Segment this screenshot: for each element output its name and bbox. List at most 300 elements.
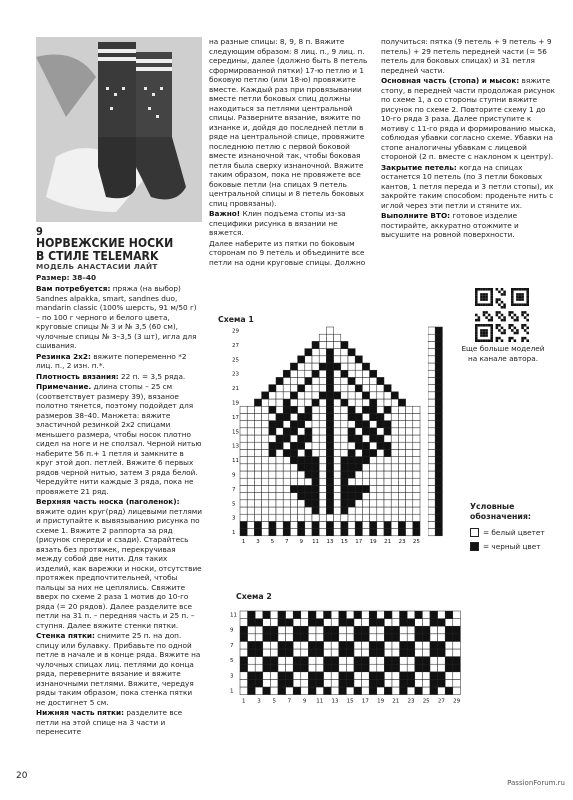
scheme-1-cell	[262, 421, 269, 428]
scheme-2-cell	[346, 626, 354, 634]
scheme-1-cell	[377, 399, 384, 406]
scheme-1-cell	[240, 406, 247, 413]
qr-module	[526, 327, 529, 330]
scheme-2-col-label: 11	[316, 698, 324, 705]
scheme-1-cell	[269, 521, 276, 528]
scheme-1-cell	[269, 464, 276, 471]
paragraph-heading: Стенка пятки:	[36, 631, 95, 640]
scheme-1-cell	[269, 392, 276, 399]
scheme-1-cell	[269, 507, 276, 514]
strip-cell	[428, 370, 435, 377]
scheme-1-cell	[305, 485, 312, 492]
scheme-1-cell	[240, 529, 247, 536]
model-author: МОДЕЛЬ АНАСТАСИИ ЛАЙТ	[36, 262, 158, 271]
scheme-1-cell	[377, 392, 384, 399]
scheme-2-cell	[346, 619, 354, 627]
scheme-1-row-label: 19	[232, 400, 239, 407]
scheme-2-cell	[248, 664, 256, 672]
qr-module	[524, 303, 527, 306]
scheme-1-cell	[305, 370, 312, 377]
scheme-2-cell	[384, 611, 392, 619]
scheme-1-cell	[406, 471, 413, 478]
scheme-2-cell	[263, 649, 271, 657]
scheme-1-cell	[384, 421, 391, 428]
scheme-1-cell	[348, 392, 355, 399]
scheme-2-cell	[362, 634, 370, 642]
scheme-2-cell	[400, 641, 408, 649]
scheme-1-cell	[312, 442, 319, 449]
qr-module	[496, 339, 499, 342]
scheme-1-cell	[398, 421, 405, 428]
scheme-2-cell	[422, 619, 430, 627]
scheme-2-cell	[369, 641, 377, 649]
scheme-2-cell	[278, 626, 286, 634]
scheme-1-cell	[247, 413, 254, 420]
column-2	[209, 37, 371, 268]
scheme-1-cell	[283, 421, 290, 428]
scheme-1-cell	[413, 449, 420, 456]
qr-module	[485, 316, 488, 319]
scheme-1-cell	[362, 385, 369, 392]
scheme-1-cell	[290, 370, 297, 377]
scheme-2-cell	[270, 649, 278, 657]
socks-photo	[36, 37, 202, 222]
qr-module	[483, 324, 486, 327]
scheme-2-cell	[422, 657, 430, 665]
scheme-1-cell	[305, 507, 312, 514]
qr-module	[496, 288, 499, 291]
scheme-1-cell	[305, 435, 312, 442]
scheme-2-cell	[293, 619, 301, 627]
scheme-2-cell	[392, 649, 400, 657]
scheme-2-cell	[384, 634, 392, 642]
scheme-2-cell	[407, 664, 415, 672]
scheme-1-cell	[362, 392, 369, 399]
scheme-2-cell	[377, 641, 385, 649]
scheme-1-cell	[290, 457, 297, 464]
scheme-2-cell	[362, 687, 370, 695]
scheme-2-cell	[248, 687, 256, 695]
scheme-1-cell	[305, 399, 312, 406]
black-swatch	[470, 542, 479, 551]
scheme-1-cell	[298, 507, 305, 514]
scheme-2-cell	[362, 657, 370, 665]
qr-module	[485, 288, 488, 291]
qr-module	[475, 303, 478, 306]
scheme-1-cell	[377, 406, 384, 413]
qr-module	[475, 293, 478, 296]
scheme-1-cell	[319, 377, 326, 384]
qr-module	[483, 334, 486, 337]
scheme-1-cell	[319, 493, 326, 500]
legend-white	[470, 528, 545, 537]
scheme-2-cell	[354, 619, 362, 627]
scheme-1-cell	[370, 442, 377, 449]
scheme-1-col-label: 21	[384, 538, 392, 545]
qr-module	[516, 332, 519, 335]
scheme-1-cell	[269, 529, 276, 536]
scheme-1-cell	[254, 514, 261, 521]
qr-module	[526, 291, 529, 294]
scheme-2-cell	[400, 657, 408, 665]
scheme-1-cell	[341, 493, 348, 500]
scheme-2-cell	[324, 687, 332, 695]
qr-module	[485, 293, 488, 296]
strip-cell	[435, 471, 442, 478]
scheme-1-cell	[326, 529, 333, 536]
strip-cell	[435, 500, 442, 507]
scheme-2-col-label: 17	[361, 698, 369, 705]
scheme-2-cell	[248, 679, 256, 687]
scheme-1-cell	[362, 406, 369, 413]
scheme-2-cell	[362, 611, 370, 619]
scheme-1-row-label: 11	[232, 458, 239, 465]
scheme-1-cell	[377, 500, 384, 507]
scheme-2-cell	[392, 657, 400, 665]
scheme-1-cell	[262, 399, 269, 406]
qr-module	[485, 311, 488, 314]
scheme-1-cell	[319, 363, 326, 370]
paragraph-heading: Выполните ВТО:	[381, 211, 451, 220]
scheme-1-cell	[305, 363, 312, 370]
scheme-2-cell	[331, 626, 339, 634]
scheme-2-cell	[400, 687, 408, 695]
qr-module	[501, 332, 504, 335]
scheme-1-cell	[384, 457, 391, 464]
scheme-1-cell	[290, 507, 297, 514]
scheme-1-cell	[298, 385, 305, 392]
scheme-1-cell	[355, 464, 362, 471]
paragraph-heading: Нижняя часть пятки:	[36, 708, 125, 717]
scheme-1-cell	[362, 413, 369, 420]
scheme-2-cell	[377, 649, 385, 657]
qr-module	[480, 296, 483, 299]
scheme-1-cell	[240, 507, 247, 514]
strip-cell	[428, 341, 435, 348]
scheme-2-cell	[240, 626, 248, 634]
scheme-2-cell	[445, 672, 453, 680]
scheme-2-cell	[384, 626, 392, 634]
scheme-2-cell	[453, 664, 461, 672]
scheme-1-row-label: 27	[232, 342, 239, 349]
scheme-1-cell	[348, 442, 355, 449]
scheme-2-cell	[308, 664, 316, 672]
scheme-1-cell	[312, 435, 319, 442]
paragraph-heading: Резинка 2х2:	[36, 351, 91, 361]
scheme-1-col-label: 7	[285, 538, 289, 545]
paragraph-text: вяжите стопу, в передней части продолжая рисунок по схеме 1, а со стороны ступни вяжите рисунок по схеме 2. Повторите схему 1 до 10-го ряда 3 раза. Далее приступите к мотиву с 11-го ряда и формированию мыска, соблюдая убавки согласно схеме. Убавки на стопе аналогичны убавкам с лицевой стороной (2 п. вместе с наклоном к центру).	[381, 76, 556, 161]
white-swatch	[470, 528, 479, 537]
scheme-2-cell	[384, 619, 392, 627]
qr-module	[485, 298, 488, 301]
scheme-2-cell	[354, 634, 362, 642]
scheme-1-cell	[334, 457, 341, 464]
scheme-1-cell	[312, 507, 319, 514]
qr-module	[490, 339, 493, 342]
scheme-2-cell	[316, 611, 324, 619]
paragraph	[36, 497, 202, 630]
scheme-1-cell	[355, 457, 362, 464]
scheme-1-cell	[283, 457, 290, 464]
scheme-1-cell	[334, 521, 341, 528]
scheme-1-cell	[341, 471, 348, 478]
scheme-1-cell	[370, 485, 377, 492]
scheme-1-cell	[355, 435, 362, 442]
scheme-2-cell	[384, 649, 392, 657]
scheme-1-cell	[326, 385, 333, 392]
scheme-1-cell	[391, 507, 398, 514]
legend-title: Условные обозначения:	[470, 502, 531, 521]
scheme-2-cell	[377, 626, 385, 634]
scheme-2-cell	[331, 619, 339, 627]
scheme-2-cell	[453, 672, 461, 680]
scheme-1-cell	[290, 449, 297, 456]
scheme-1-cell	[326, 428, 333, 435]
scheme-1-cell	[348, 377, 355, 384]
scheme-1-cell	[326, 341, 333, 348]
scheme-2-cell	[438, 611, 446, 619]
scheme-2-cell	[308, 649, 316, 657]
scheme-1-cell	[377, 493, 384, 500]
scheme-2-cell	[438, 687, 446, 695]
scheme-1-cell	[406, 521, 413, 528]
scheme-1-cell	[240, 421, 247, 428]
scheme-1-cell	[334, 377, 341, 384]
scheme-1-cell	[276, 529, 283, 536]
scheme-1-cell	[276, 464, 283, 471]
scheme-1-cell	[334, 493, 341, 500]
qr-module	[478, 316, 481, 319]
scheme-1-cell	[305, 493, 312, 500]
scheme-2-cell	[316, 679, 324, 687]
scheme-1-cell	[398, 500, 405, 507]
scheme-2-cell	[445, 611, 453, 619]
scheme-1-cell	[326, 514, 333, 521]
scheme-1-cell	[269, 399, 276, 406]
paragraph-text: вяжите попеременно *2 лиц. п., 2 изн. п.*.	[36, 351, 187, 370]
strip-cell	[435, 377, 442, 384]
scheme-1-cell	[391, 406, 398, 413]
scheme-1-col-label: 13	[326, 538, 334, 545]
scheme-1-cell	[290, 413, 297, 420]
scheme-2-cell	[377, 619, 385, 627]
qr-module	[521, 314, 524, 317]
column-1	[36, 284, 202, 738]
scheme-2-cell	[278, 664, 286, 672]
scheme-2-cell	[430, 657, 438, 665]
scheme-2-cell	[400, 619, 408, 627]
scheme-1-cell	[384, 413, 391, 420]
scheme-1-row-label: 17	[232, 414, 239, 421]
scheme-2-cell	[339, 672, 347, 680]
scheme-2-cell	[316, 619, 324, 627]
scheme-2-cell	[248, 634, 256, 642]
scheme-1-cell	[413, 406, 420, 413]
scheme-1-cell	[326, 435, 333, 442]
article-number: 9	[36, 225, 43, 238]
scheme-2-cell	[384, 687, 392, 695]
scheme-2-cell	[453, 611, 461, 619]
scheme-1-cell	[341, 363, 348, 370]
strip-cell	[435, 521, 442, 528]
paragraph	[36, 284, 202, 351]
scheme-1-row-label: 9	[232, 472, 236, 479]
strip-cell	[428, 500, 435, 507]
scheme-2-cell	[316, 657, 324, 665]
scheme-2-cell	[248, 611, 256, 619]
scheme-2-cell	[308, 641, 316, 649]
scheme-1-cell	[406, 428, 413, 435]
scheme-1-cell	[305, 413, 312, 420]
scheme-1-cell	[384, 514, 391, 521]
scheme-1-cell	[391, 514, 398, 521]
paragraph-text: получиться: пятка (9 петель + 9 петель + 9 петель) + 29 петель передней части (= 56 петель для боковых спицах) и 31 петля передней части.	[381, 37, 552, 75]
scheme-1-cell	[262, 413, 269, 420]
scheme-1-cell	[362, 529, 369, 536]
qr-module	[508, 324, 511, 327]
scheme-1-cell	[326, 399, 333, 406]
scheme-1-cell	[326, 377, 333, 384]
scheme-1-cell	[319, 435, 326, 442]
qr-module	[503, 329, 506, 332]
qr-module	[490, 293, 493, 296]
paragraph-heading: Верхняя часть носка (паголенок):	[36, 497, 180, 506]
scheme-1-cell	[305, 377, 312, 384]
scheme-2-cell	[346, 664, 354, 672]
scheme-1-cell	[348, 457, 355, 464]
qr-module	[490, 332, 493, 335]
scheme-1-row-label: 15	[232, 429, 239, 436]
scheme-1-cell	[391, 485, 398, 492]
scheme-2-cell	[445, 687, 453, 695]
qr-module	[514, 319, 517, 322]
scheme-1-cell	[334, 514, 341, 521]
qr-module	[514, 327, 517, 330]
scheme-2-cell	[286, 657, 294, 665]
qr-module	[490, 329, 493, 332]
scheme-2-cell	[453, 619, 461, 627]
scheme-2-cell	[293, 679, 301, 687]
scheme-1-cell	[362, 521, 369, 528]
scheme-1-cell	[406, 435, 413, 442]
scheme-2-cell	[286, 649, 294, 657]
scheme-1-cell	[341, 435, 348, 442]
scheme-1-cell	[334, 435, 341, 442]
scheme-1-cell	[334, 500, 341, 507]
scheme-2-cell	[278, 619, 286, 627]
scheme-1-cell	[413, 500, 420, 507]
qr-module	[519, 298, 522, 301]
scheme-1-cell	[319, 478, 326, 485]
scheme-2-cell	[438, 641, 446, 649]
scheme-1-cell	[334, 341, 341, 348]
scheme-2-cell	[270, 634, 278, 642]
scheme-1-cell	[391, 399, 398, 406]
scheme-1-cell	[262, 493, 269, 500]
qr-module	[521, 293, 524, 296]
qr-module	[478, 339, 481, 342]
paragraph	[209, 209, 371, 238]
scheme-2-cell	[377, 634, 385, 642]
paragraph-heading: Важно!	[209, 209, 241, 218]
scheme-2-cell	[308, 619, 316, 627]
scheme-2-cell	[339, 619, 347, 627]
scheme-1-cell	[312, 399, 319, 406]
qr-caption: Еще больше моделей на канале автора.	[461, 344, 545, 363]
paragraph	[36, 382, 202, 496]
scheme-1-cell	[312, 464, 319, 471]
scheme-1-cell	[298, 493, 305, 500]
scheme-1-cell	[413, 493, 420, 500]
scheme-2-cell	[422, 679, 430, 687]
scheme-1-cell	[262, 406, 269, 413]
scheme-2-cell	[369, 657, 377, 665]
scheme-2-cell	[415, 626, 423, 634]
scheme-1-cell	[398, 406, 405, 413]
scheme-2-cell	[270, 619, 278, 627]
scheme-2-cell	[240, 634, 248, 642]
scheme-1-cell	[334, 485, 341, 492]
qr-module	[498, 324, 501, 327]
scheme-1-cell	[355, 370, 362, 377]
paragraph	[381, 163, 557, 211]
scheme-1-cell	[283, 449, 290, 456]
scheme-2-cell	[286, 672, 294, 680]
scheme-1-cell	[240, 478, 247, 485]
scheme-2-cell	[384, 679, 392, 687]
qr-module	[511, 291, 514, 294]
scheme-1-cell	[384, 507, 391, 514]
scheme-1-cell	[254, 457, 261, 464]
scheme-1-cell	[254, 471, 261, 478]
qr-code[interactable]	[475, 288, 529, 342]
paragraph-text: Далее наберите из пятки по боковым сторонам по 9 петель и объедините все петли на одни круговые спицы. Должно	[209, 238, 366, 267]
scheme-1-cell	[341, 428, 348, 435]
scheme-1-cell	[290, 478, 297, 485]
paragraph-text: 22 п. = 3,5 ряда.	[121, 371, 186, 381]
scheme-1-cell	[362, 399, 369, 406]
scheme-1-cell	[240, 485, 247, 492]
scheme-1-cell	[370, 435, 377, 442]
scheme-2-grid	[230, 603, 482, 723]
scheme-1-cell	[341, 514, 348, 521]
scheme-1-cell	[334, 392, 341, 399]
strip-cell	[428, 478, 435, 485]
scheme-1-cell	[269, 500, 276, 507]
paragraph-text: вяжите один круг(ряд) лицевыми петлями и приступайте к вывязыванию рисунка по схеме 1. Вяжите 2 раппорта за ряд (рисунок спереди и сзади). Старайтесь вязать без протяжек, перекручивая между собой две нити. Для таких изделий, как варежки и носки, отсутствие протяжек предпочтительней, чтобы пальцы за них не цеплялись. Свяжите вверх по схеме 2 раза 1 мотив до 10-го ряда (= 20 рядов). Далее разделите все петли на 31 п. – передняя часть и 25 п. – ступня. Далее вяжите стенки пятки.	[36, 506, 202, 630]
title-line-1: НОРВЕЖСКИЕ НОСКИ	[36, 235, 174, 250]
strip-cell	[435, 464, 442, 471]
scheme-2-cell	[301, 687, 309, 695]
scheme-1-cell	[348, 471, 355, 478]
scheme-1-cell	[290, 471, 297, 478]
qr-module	[501, 306, 504, 309]
scheme-1-cell	[362, 500, 369, 507]
scheme-1-cell	[370, 464, 377, 471]
qr-module	[524, 329, 527, 332]
qr-module	[519, 303, 522, 306]
scheme-1-cell	[312, 406, 319, 413]
scheme-1-cell	[406, 464, 413, 471]
scheme-2-cell	[270, 687, 278, 695]
scheme-1-cell	[269, 406, 276, 413]
scheme-2-cell	[407, 672, 415, 680]
scheme-1-cell	[413, 529, 420, 536]
scheme-2-cell	[407, 657, 415, 665]
scheme-1-cell	[406, 507, 413, 514]
scheme-1-cell	[312, 370, 319, 377]
scheme-1-cell	[355, 478, 362, 485]
